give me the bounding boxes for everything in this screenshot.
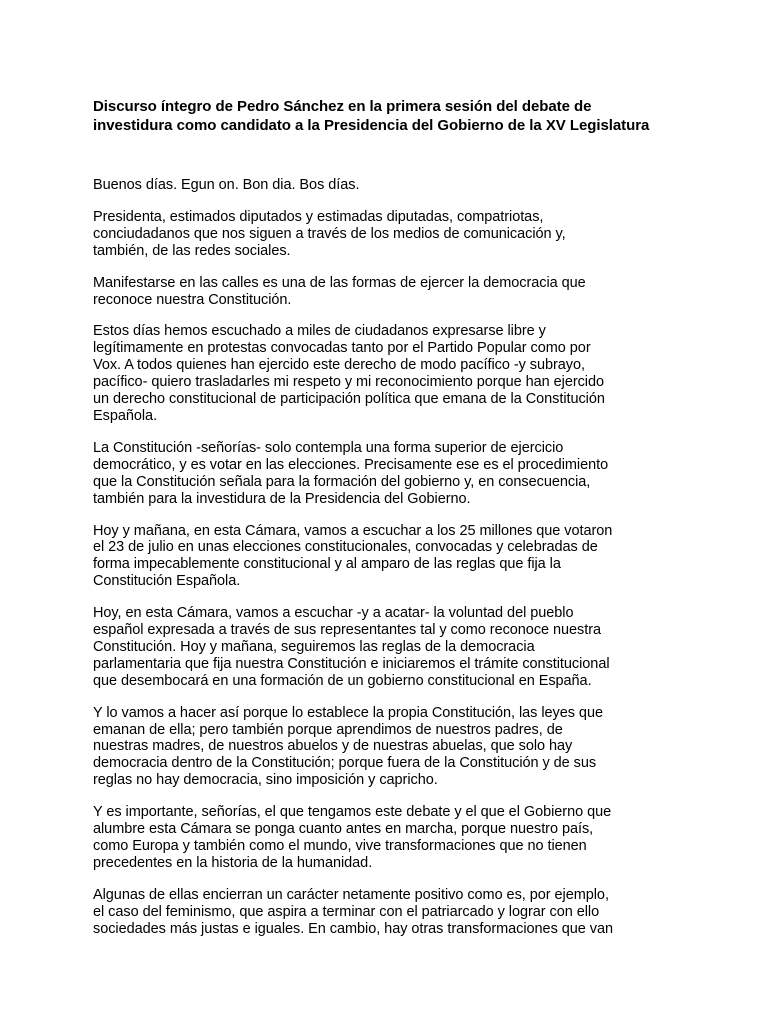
- text-line: La Constitución -señorías- solo contempla una forma superior de ejercicio: [93, 439, 564, 456]
- paragraph: [93, 275, 723, 309]
- text-line: Estos días hemos escuchado a miles de ciudadanos expresarse libre y: [93, 323, 546, 340]
- text-line: un derecho constitucional de participación política que emana de la Constitución: [93, 391, 605, 408]
- paragraph: [93, 605, 723, 690]
- text-line: español expresada a través de sus representantes tal y como reconoce nuestra: [93, 622, 602, 639]
- paragraph: [93, 523, 723, 591]
- document-page: [93, 97, 723, 953]
- text-line: Constitución. Hoy y mañana, seguiremos las reglas de la democracia: [93, 638, 535, 655]
- text-line: como Europa y también como el mundo, vive transformaciones que no tienen: [93, 838, 587, 854]
- text-line: Española.: [93, 407, 158, 424]
- text-line: Constitución Española.: [93, 573, 241, 590]
- paragraph: [93, 440, 723, 508]
- title-line: Discurso íntegro de Pedro Sánchez en la primera sesión del debate de: [93, 98, 592, 115]
- text-line: el 23 de julio en unas elecciones constitucionales, convocadas y celebradas de: [93, 539, 598, 556]
- text-line: precedentes en la historia de la humanidad.: [93, 854, 373, 871]
- text-line: el caso del feminismo, que aspira a terminar con el patriarcado y lograr con ello: [93, 903, 600, 920]
- text-line: Hoy y mañana, en esta Cámara, vamos a escuchar a los 25 millones que votaron: [93, 522, 613, 539]
- paragraph: [93, 887, 723, 938]
- text-line: democrático, y es votar en las elecciones. Precisamente ese es el procedimiento: [93, 456, 609, 473]
- text-line: alumbre esta Cámara se ponga cuanto antes en marcha, porque nuestro país,: [93, 821, 594, 838]
- text-line: democracia dentro de la Constitución; porque fuera de la Constitución y de sus: [93, 755, 597, 772]
- text-line: parlamentaria que fija nuestra Constitución e iniciaremos el trámite constitucional: [93, 655, 610, 672]
- text-line: Buenos días. Egun on. Bon dia. Bos días.: [93, 177, 360, 193]
- text-line: que desembocará en una formación de un gobierno constitucional en España.: [93, 672, 592, 689]
- text-line: Manifestarse en las calles es una de las formas de ejercer la democracia que: [93, 274, 586, 291]
- paragraph: [93, 804, 723, 872]
- text-line: reconoce nuestra Constitución.: [93, 291, 292, 308]
- text-line: forma impecablemente constitucional y al amparo de las reglas que fija la: [93, 556, 561, 573]
- title-line: investidura como candidato a la Presidencia del Gobierno de la XV Legislatura: [93, 117, 650, 134]
- paragraph: [93, 705, 723, 790]
- text-line: reglas no hay democracia, sino imposición y capricho.: [93, 772, 438, 789]
- text-line: Algunas de ellas encierran un carácter netamente positivo como es, por ejemplo,: [93, 886, 609, 903]
- text-line: pacífico- quiero trasladarles mi respeto y mi reconocimiento porque han ejercido: [93, 374, 605, 391]
- text-line: también, de las redes sociales.: [93, 242, 291, 259]
- text-line: que la Constitución señala para la formación del gobierno y, en consecuencia,: [93, 473, 591, 490]
- text-line: legítimamente en protestas convocadas tanto por el Partido Popular como por: [93, 340, 591, 357]
- paragraph-salutation: [93, 209, 723, 260]
- text-line: Presidenta, estimados diputados y estimadas diputadas, compatriotas,: [93, 208, 544, 225]
- text-line: nuestras madres, de nuestros abuelos y de nuestras abuelas, que solo hay: [93, 738, 573, 755]
- paragraph-greeting: [93, 177, 723, 194]
- document-title: [93, 97, 723, 135]
- text-line: conciudadanos que nos siguen a través de los medios de comunicación y,: [93, 225, 566, 242]
- text-line: Y es importante, señorías, el que tengamos este debate y el que el Gobierno que: [93, 804, 612, 821]
- text-line: Hoy, en esta Cámara, vamos a escuchar -y a acatar- la voluntad del pueblo: [93, 605, 574, 622]
- text-line: sociedades más justas e iguales. En cambio, hay otras transformaciones que van: [93, 920, 613, 937]
- paragraph: [93, 323, 723, 424]
- text-line: Y lo vamos a hacer así porque lo establece la propia Constitución, las leyes que: [93, 704, 603, 721]
- text-line: también para la investidura de la Presidencia del Gobierno.: [93, 490, 471, 507]
- text-line: emanan de ella; pero también porque aprendimos de nuestros padres, de: [93, 721, 563, 738]
- text-line: Vox. A todos quienes han ejercido este derecho de modo pacífico -y subrayo,: [93, 357, 585, 374]
